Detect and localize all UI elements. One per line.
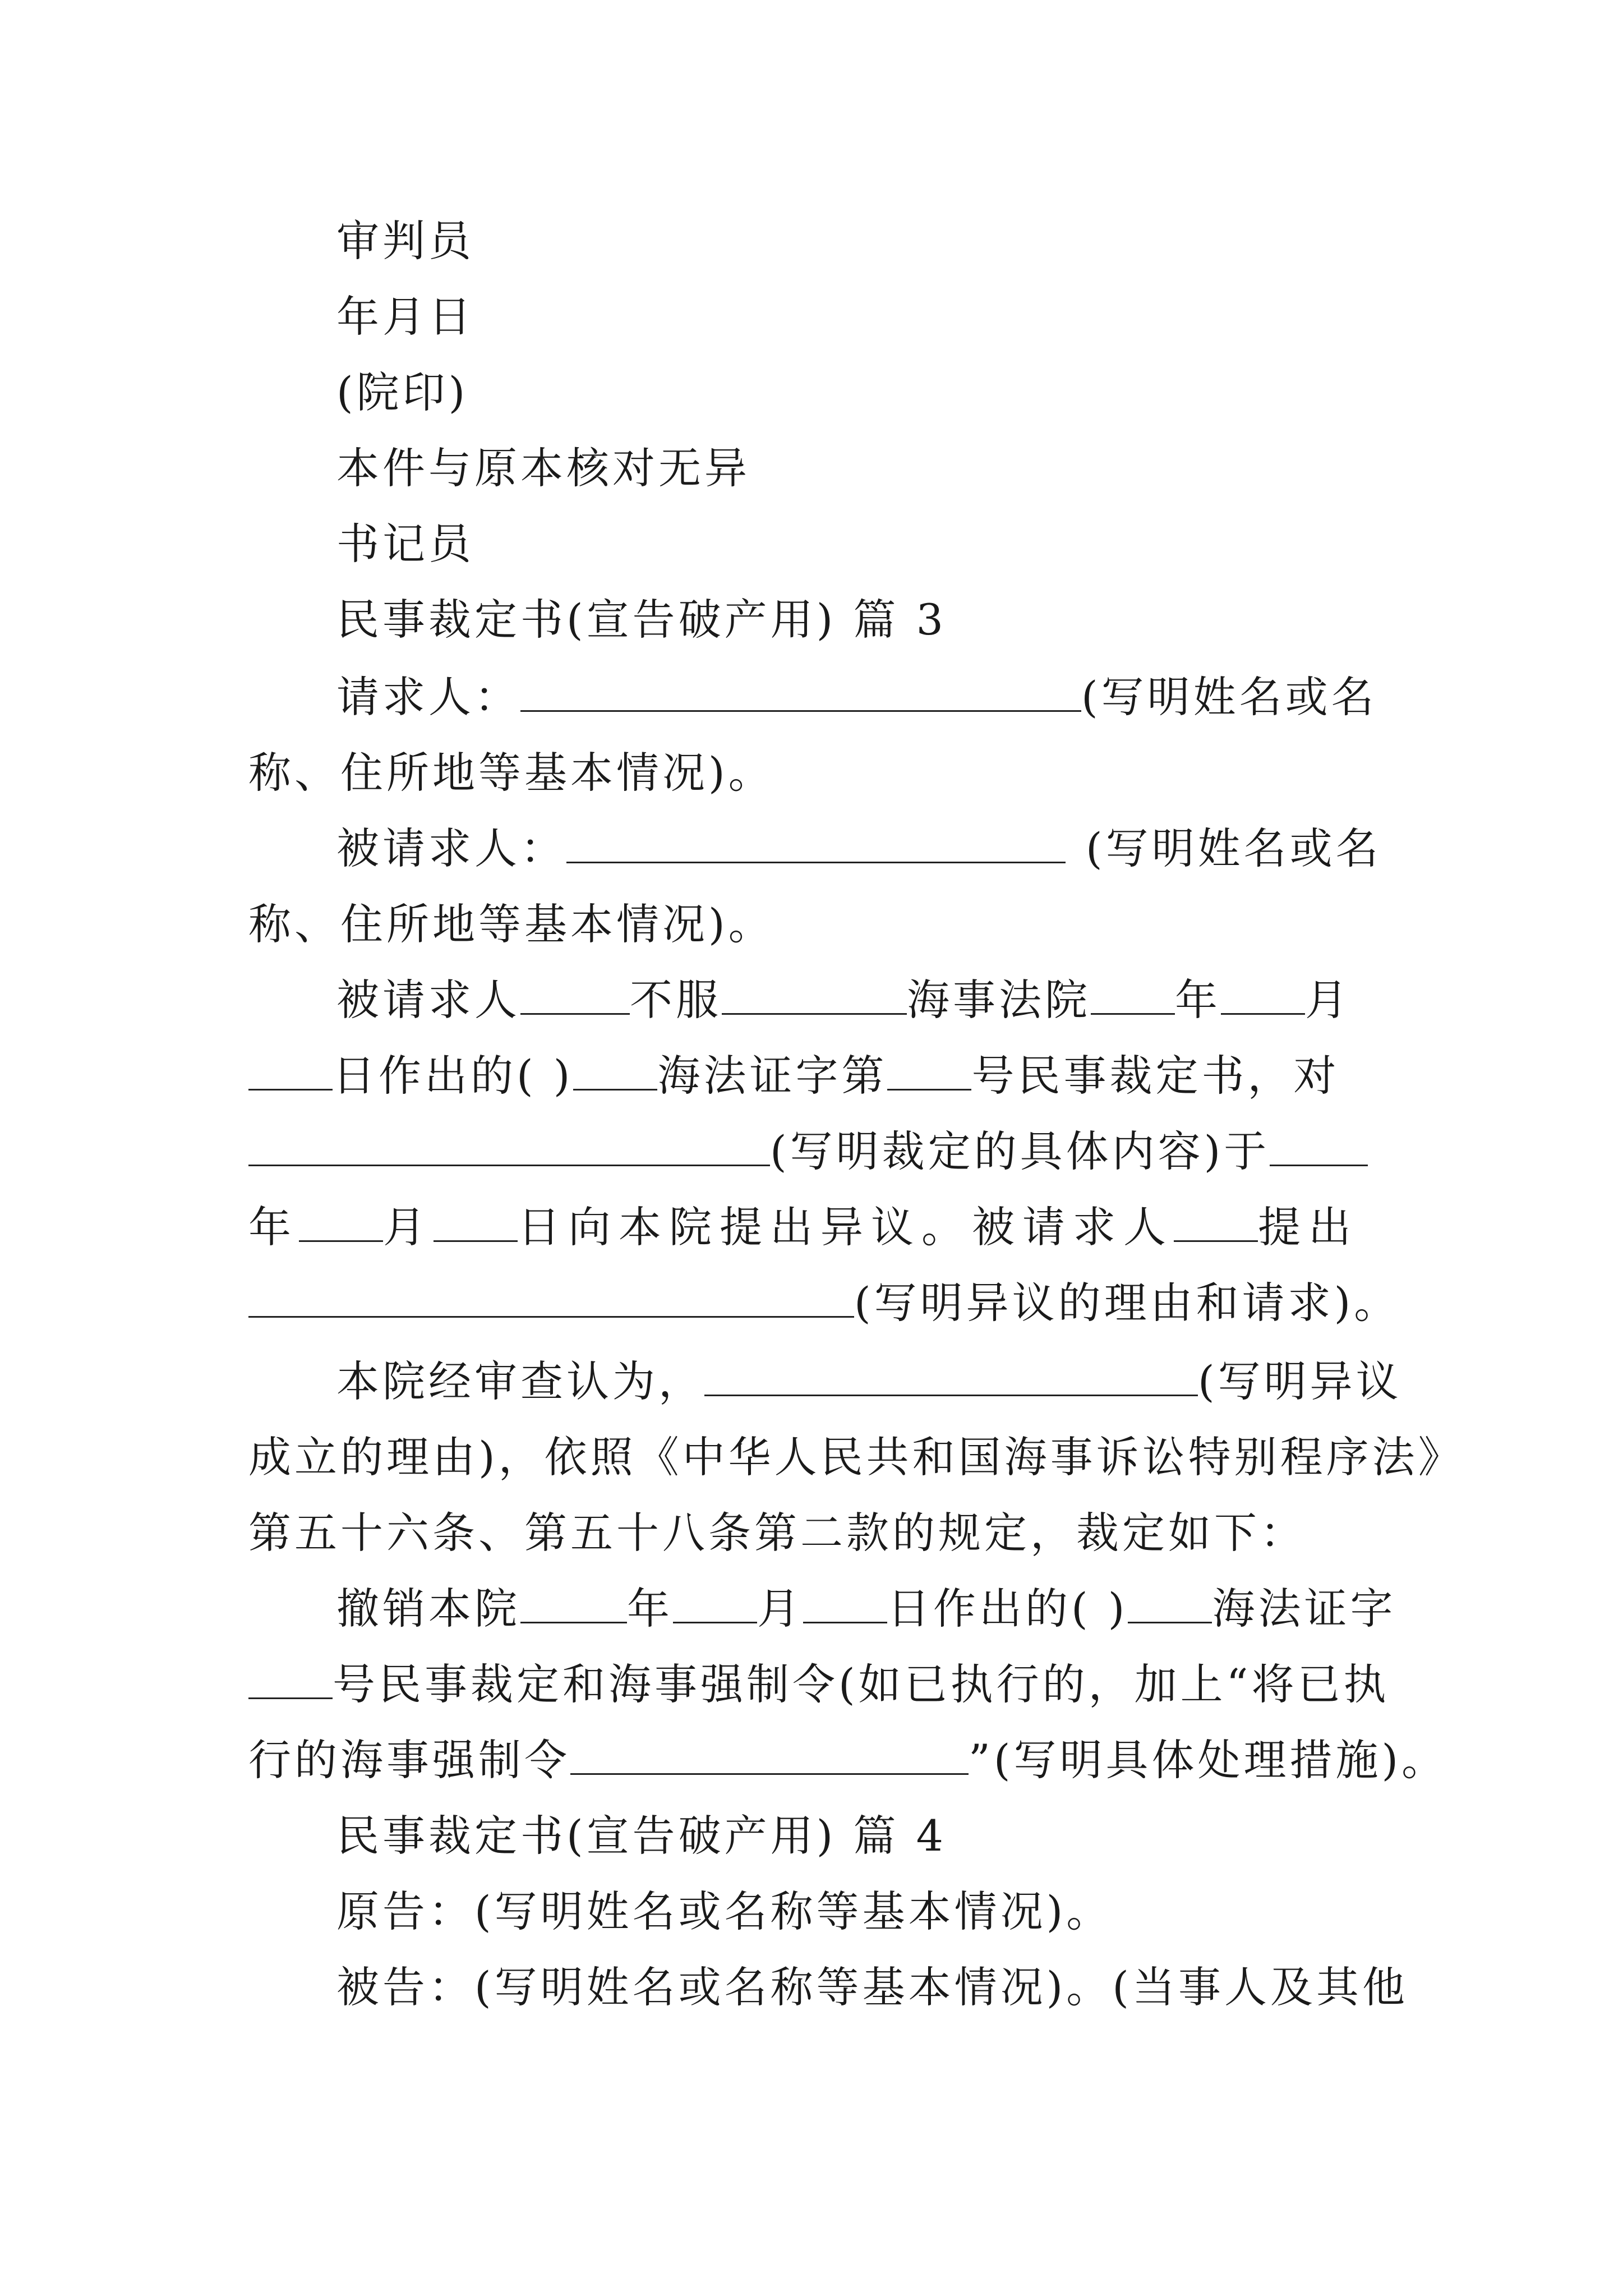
respondent-line [336, 821, 1398, 877]
paragraph-objection-2 [248, 1048, 1398, 1104]
text-span: (写明裁定的具体内容)于 [770, 1126, 1270, 1176]
plaintiff-line: 原告：(写明姓名或名称等基本情况)。 [336, 1887, 1113, 1936]
text-span: 年 [1175, 975, 1221, 1025]
text-span: 年 [248, 1202, 299, 1252]
text-span: 海事法院 [907, 975, 1091, 1025]
text-span: (写明异议的理由和请求)。 [854, 1278, 1400, 1328]
judge-line: 审判员 [336, 216, 474, 266]
blank-field [520, 974, 630, 1015]
blank-field [434, 1201, 518, 1242]
blank-field [248, 1050, 333, 1091]
text-span: 月 [1305, 975, 1351, 1025]
text-span: 撤销本院 [336, 1584, 520, 1634]
text-span: ”(写明具体处理措施)。 [969, 1735, 1448, 1785]
text-span: 号民事裁定书，对 [971, 1051, 1340, 1101]
blank-field [1174, 1201, 1258, 1242]
paragraph-objection-1 [336, 972, 1398, 1028]
defendant-line: 被告：(写明姓名或名称等基本情况)。(当事人及其他 [336, 1962, 1408, 2012]
blank-field [704, 1355, 1198, 1396]
petitioner-note: (写明姓名或名 [1081, 672, 1377, 722]
text-span: (写明异议 [1198, 1356, 1402, 1406]
text-span: 日向本院提出异议。被请求人 [518, 1202, 1174, 1252]
paragraph-objection-5 [248, 1275, 1398, 1331]
respondent-note: (写明姓名或名 [1086, 823, 1382, 873]
text-span: 本院经审查认为， [336, 1356, 704, 1406]
section-heading-4: 民事裁定书(宣告破产用) 篇 4 [336, 1811, 947, 1861]
respondent-line-cont: 称、住所地等基本情况)。 [248, 899, 774, 949]
paragraph-ruling-1 [336, 1581, 1398, 1637]
paragraph-ruling-2 [248, 1657, 1398, 1713]
text-span: 不服 [630, 975, 722, 1025]
text-span: 号民事裁定和海事强制令(如已执行的，加上“将已执 [333, 1659, 1390, 1709]
paragraph-objection-3 [248, 1124, 1398, 1180]
text-span: 月 [757, 1584, 803, 1634]
date-line: 年月日 [336, 292, 474, 342]
blank-field [573, 1050, 657, 1091]
blank-field [520, 671, 1081, 712]
petitioner-line [336, 669, 1398, 725]
blank-field [887, 1050, 971, 1091]
blank-field [803, 1582, 887, 1623]
section-heading-3: 民事裁定书(宣告破产用) 篇 3 [336, 595, 947, 645]
blank-field [570, 1734, 969, 1775]
petitioner-label: 请求人： [336, 672, 520, 722]
blank-field [566, 822, 1066, 863]
text-span: 日作出的( ) [333, 1051, 574, 1101]
text-span: 提出 [1258, 1202, 1359, 1252]
court-seal-line: (院印) [336, 367, 469, 417]
text-span: 年 [627, 1584, 673, 1634]
text-span: 行的海事强制令 [248, 1735, 570, 1785]
blank-field [248, 1658, 333, 1699]
blank-field [520, 1582, 627, 1623]
blank-field [248, 1125, 770, 1166]
paragraph-review-3: 第五十六条、第五十八条第二款的规定，裁定如下： [248, 1508, 1306, 1558]
blank-field [1128, 1582, 1212, 1623]
paragraph-ruling-3 [248, 1732, 1448, 1788]
text-span: 日作出的( ) [887, 1584, 1128, 1634]
blank-field [248, 1277, 854, 1318]
paragraph-review-1 [336, 1354, 1402, 1410]
paragraph-review-2: 成立的理由)，依照《中华人民共和国海事诉讼特别程序法》 [248, 1432, 1464, 1482]
respondent-label: 被请求人： [336, 823, 566, 873]
text-span: 海法证字第 [657, 1051, 888, 1101]
petitioner-line-cont: 称、住所地等基本情况)。 [248, 748, 774, 798]
clerk-line: 书记员 [336, 519, 474, 569]
verification-line: 本件与原本核对无异 [336, 443, 750, 493]
blank-field [673, 1582, 757, 1623]
blank-field [1221, 974, 1305, 1015]
text-span: 月 [383, 1202, 434, 1252]
blank-field [1091, 974, 1175, 1015]
blank-field [299, 1201, 383, 1242]
text-span: 被请求人 [336, 975, 520, 1025]
blank-field [1270, 1125, 1368, 1166]
paragraph-objection-4 [248, 1199, 1398, 1255]
text-span: 海法证字 [1212, 1584, 1396, 1634]
blank-field [722, 974, 907, 1015]
